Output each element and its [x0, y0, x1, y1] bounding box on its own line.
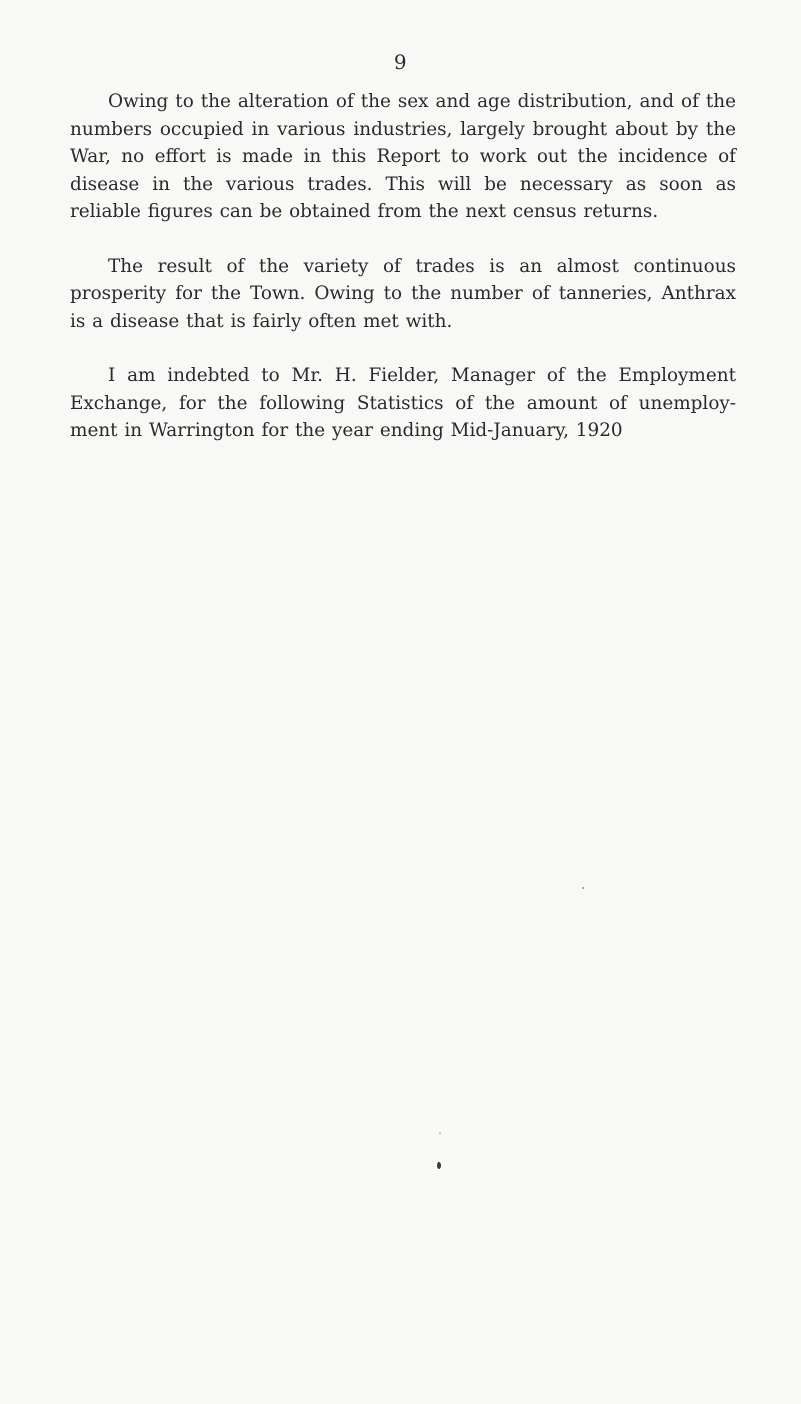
paragraph-unemployment-statistics: I am indebted to Mr. H. Fielder, Manager of the Employment Exchange, for the following Statistics of the amount of unemploy-ment in Warrington for the year ending Mid-January, 1920 — [70, 365, 736, 441]
ink-speck — [582, 887, 584, 889]
ink-speck — [437, 1162, 441, 1169]
paragraph-prosperity-anthrax: The result of the variety of trades is an almost continuous prosperity for the Town. Owing to the number of tanneries, Anthrax is a disease that is fairly often met with. — [70, 255, 736, 332]
paragraph-trades-incidence: Owing to the alteration of the sex and age distribution, and of the numbers occupied in various industries, largely brought about by the War, no effort is made in this Report to work out the incidence of disease in the various trades. This will be necessary as soon as reliable figures can be obtained from the next census returns. — [70, 91, 736, 222]
ink-speck — [439, 1132, 441, 1134]
page-number: 9 — [393, 50, 408, 74]
body-text — [70, 88, 736, 472]
